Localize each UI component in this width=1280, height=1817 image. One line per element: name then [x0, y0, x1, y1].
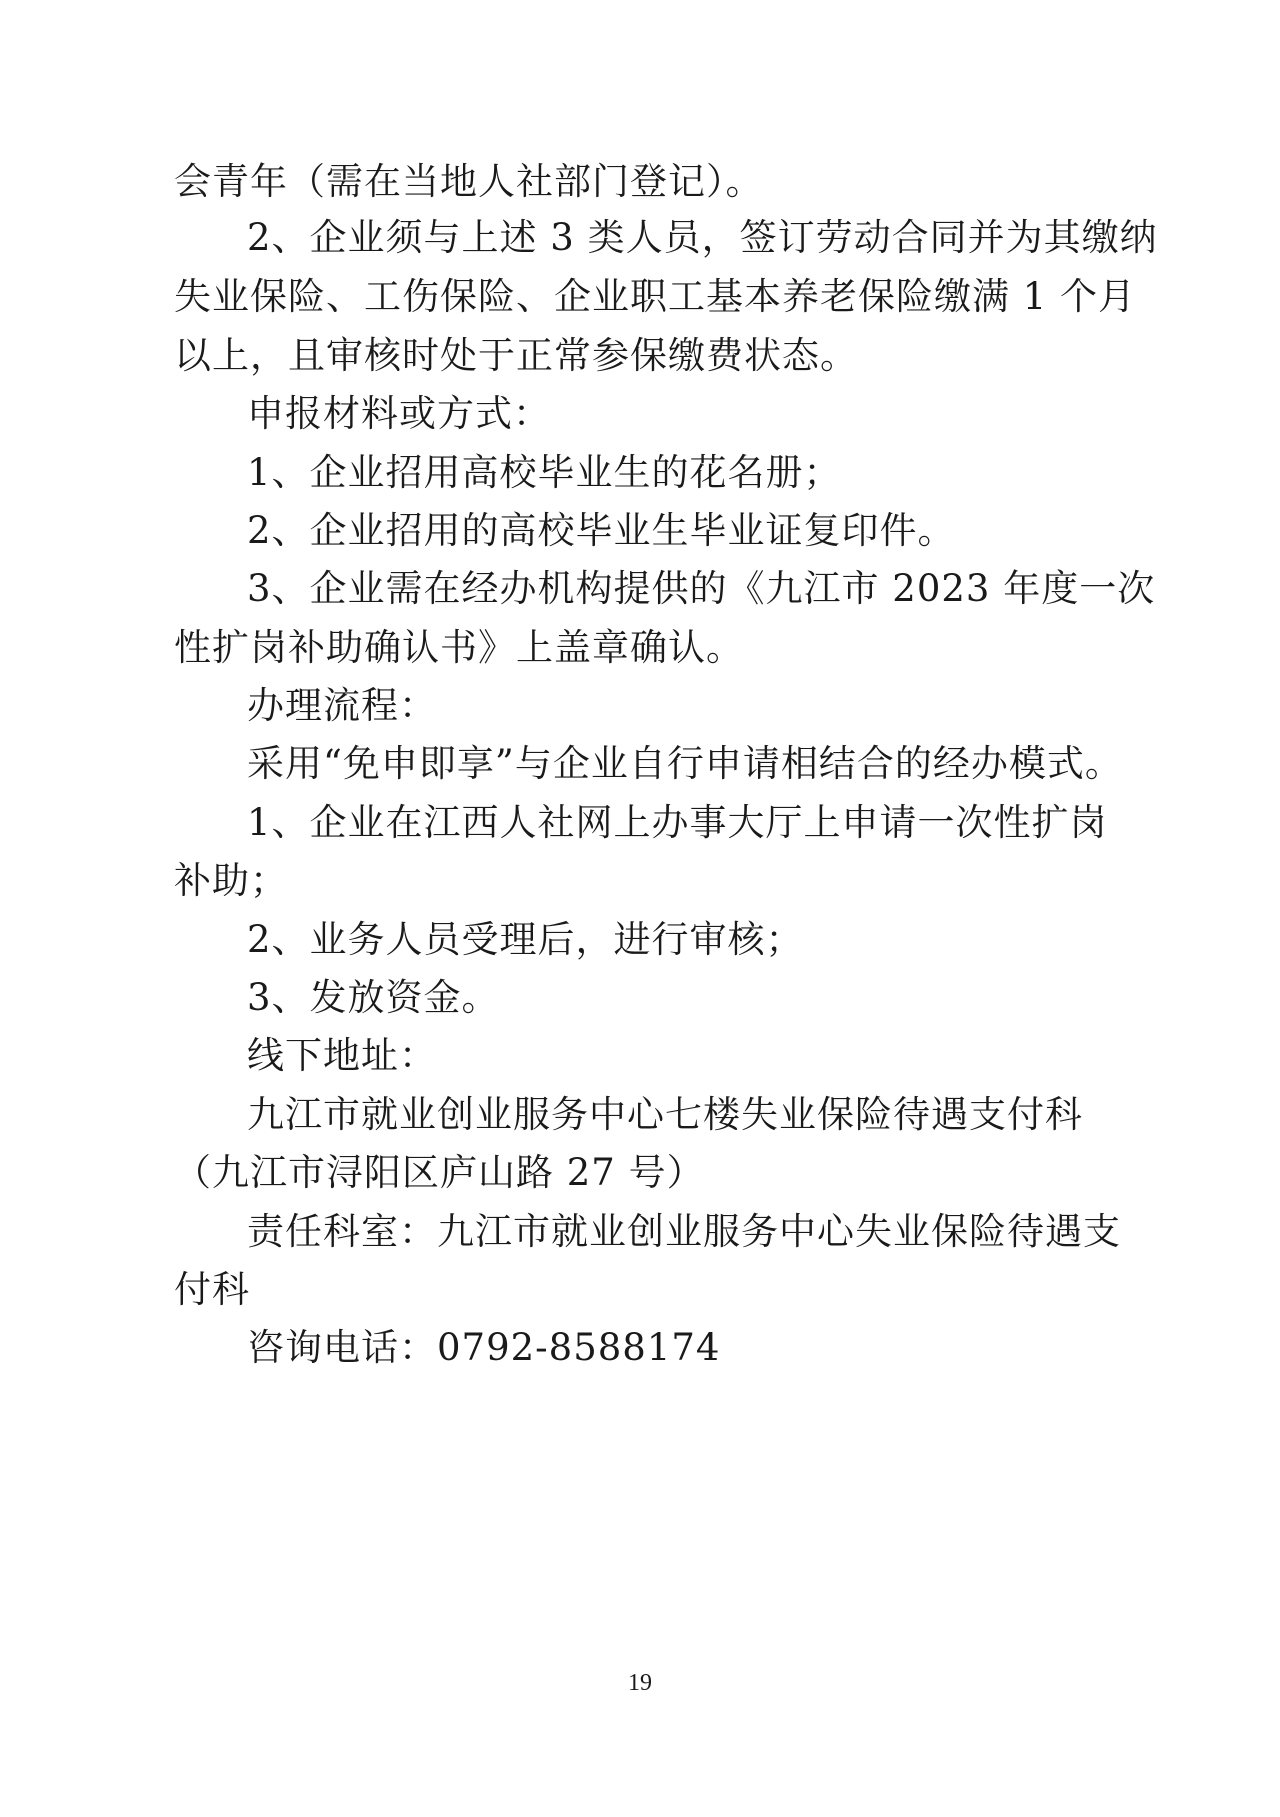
text-line: 付科: [174, 1268, 250, 1311]
text-line: 会青年（需在当地人社部门登记）。: [174, 160, 764, 203]
text-line: 1、企业在江西人社网上办事大厅上申请一次性扩岗: [247, 801, 1108, 844]
text-line: 以上，且审核时处于正常参保缴费状态。: [174, 334, 858, 377]
text-line: 失业保险、工伤保险、企业职工基本养老保险缴满 1 个月: [174, 275, 1137, 318]
text-line: 采用“免申即享”与企业自行申请相结合的经办模式。: [247, 742, 1123, 785]
text-line: 3、企业需在经办机构提供的《九江市 2023 年度一次: [247, 567, 1156, 610]
text-line: 1、企业招用高校毕业生的花名册；: [247, 451, 842, 494]
text-line: 性扩岗补助确认书》上盖章确认。: [174, 626, 744, 669]
text-line: 2、企业须与上述 3 类人员，签订劳动合同并为其缴纳: [247, 216, 1158, 259]
section-heading: 申报材料或方式：: [247, 392, 551, 435]
text-line: 3、发放资金。: [247, 976, 500, 1019]
text-line: 2、业务人员受理后，进行审核；: [247, 918, 804, 961]
section-heading: 办理流程：: [247, 684, 437, 727]
contact-phone: 咨询电话：0792-8588174: [247, 1326, 721, 1369]
section-heading: 线下地址：: [247, 1034, 437, 1077]
text-line: 补助；: [174, 859, 288, 902]
text-line: （九江市浔阳区庐山路 27 号）: [174, 1151, 705, 1194]
text-line: 九江市就业创业服务中心七楼失业保险待遇支付科: [247, 1093, 1083, 1136]
text-line: 2、企业招用的高校毕业生毕业证复印件。: [247, 509, 956, 552]
page-number: 19: [628, 1670, 652, 1696]
text-line: 责任科室：九江市就业创业服务中心失业保险待遇支: [247, 1210, 1121, 1253]
